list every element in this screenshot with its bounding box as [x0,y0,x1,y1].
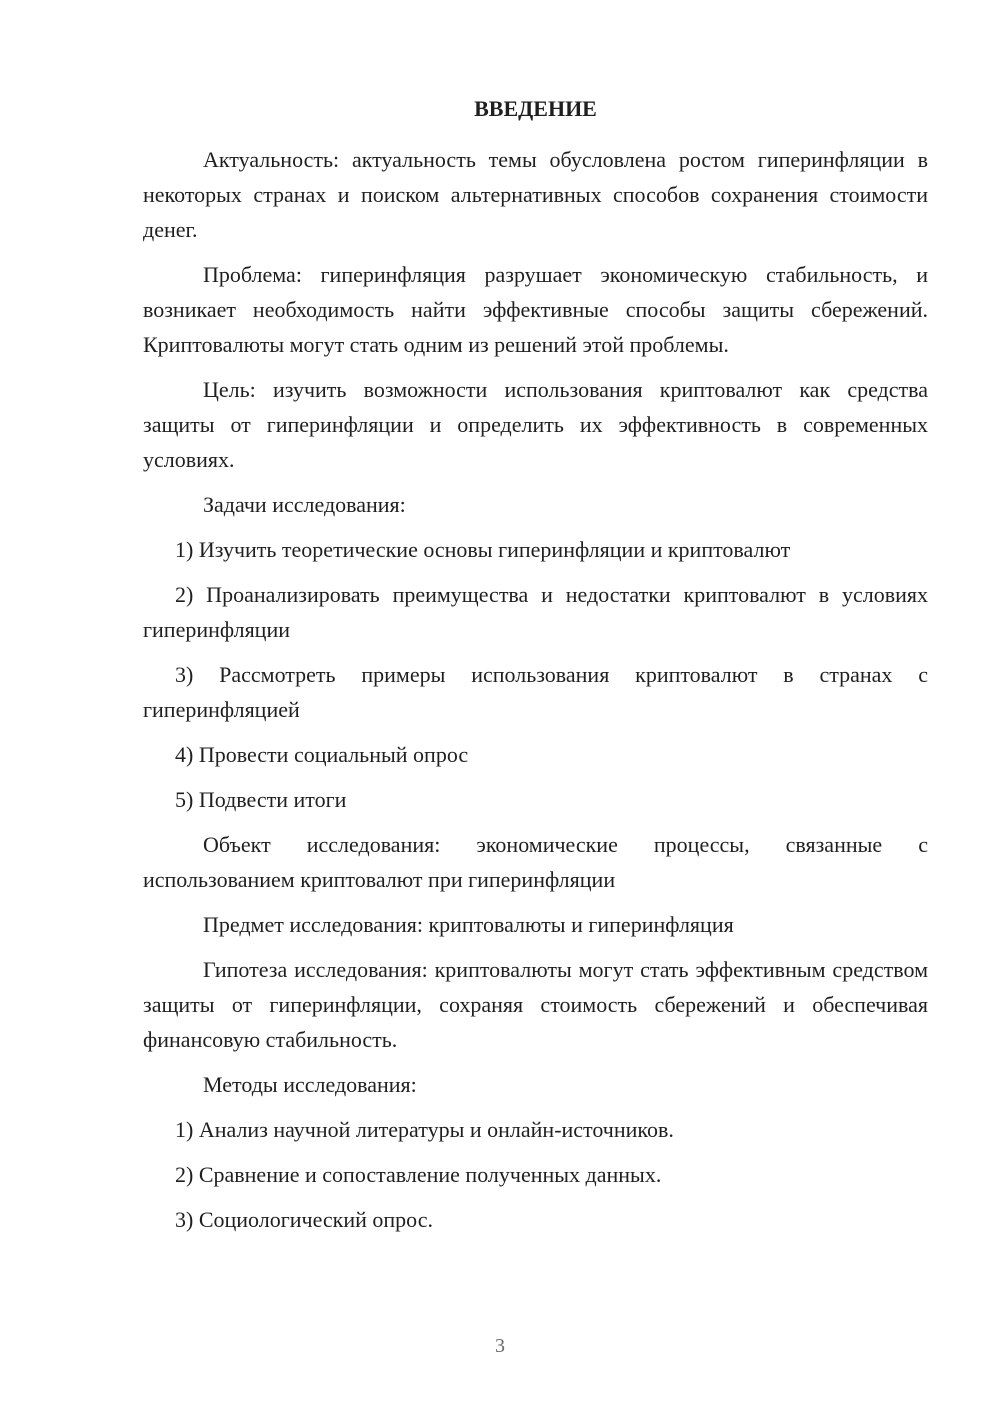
hypothesis-paragraph: Гипотеза исследования: криптовалюты могут стать эффективным средством защиты от гиперинфляции, сохраняя стоимость сбережений и обеспечивая финансовую стабильность. [143,957,928,1052]
goal-paragraph: Цель: изучить возможности использования криптовалют как средства защиты от гиперинфляции и определить их эффективность в современных условиях. [143,377,928,472]
page-number: 3 [495,1335,505,1357]
method-item: 1) Анализ научной литературы и онлайн-источников. [175,1117,674,1142]
subject-paragraph: Предмет исследования: криптовалюты и гиперинфляция [203,912,734,937]
method-item: 2) Сравнение и сопоставление полученных данных. [175,1162,662,1187]
task-item: 4) Провести социальный опрос [175,742,469,767]
method-item: 3) Социологический опрос. [175,1207,433,1232]
task-item: 3) Рассмотреть примеры использования криптовалют в странах с гиперинфляцией [143,662,928,722]
tasks-heading: Задачи исследования: [203,492,406,517]
problem-paragraph: Проблема: гиперинфляция разрушает экономическую стабильность, и возникает необходимость найти эффективные способы защиты сбережений. Криптовалюты могут стать одним из решений этой проблемы. [143,262,928,357]
section-title: ВВЕДЕНИЕ [474,96,597,121]
task-item: 5) Подвести итоги [175,787,347,812]
methods-heading: Методы исследования: [203,1072,417,1097]
relevance-paragraph: Актуальность: актуальность темы обусловлена ростом гиперинфляции в некоторых странах и поиском альтернативных способов сохранения стоимости денег. [143,147,928,242]
task-item: 2) Проанализировать преимущества и недостатки криптовалют в условиях гиперинфляции [143,582,928,642]
task-item: 1) Изучить теоретические основы гиперинфляции и криптовалют [175,537,791,562]
object-paragraph: Объект исследования: экономические процессы, связанные с использованием криптовалют при гиперинфляции [143,832,928,892]
page-content [143,94,928,1247]
